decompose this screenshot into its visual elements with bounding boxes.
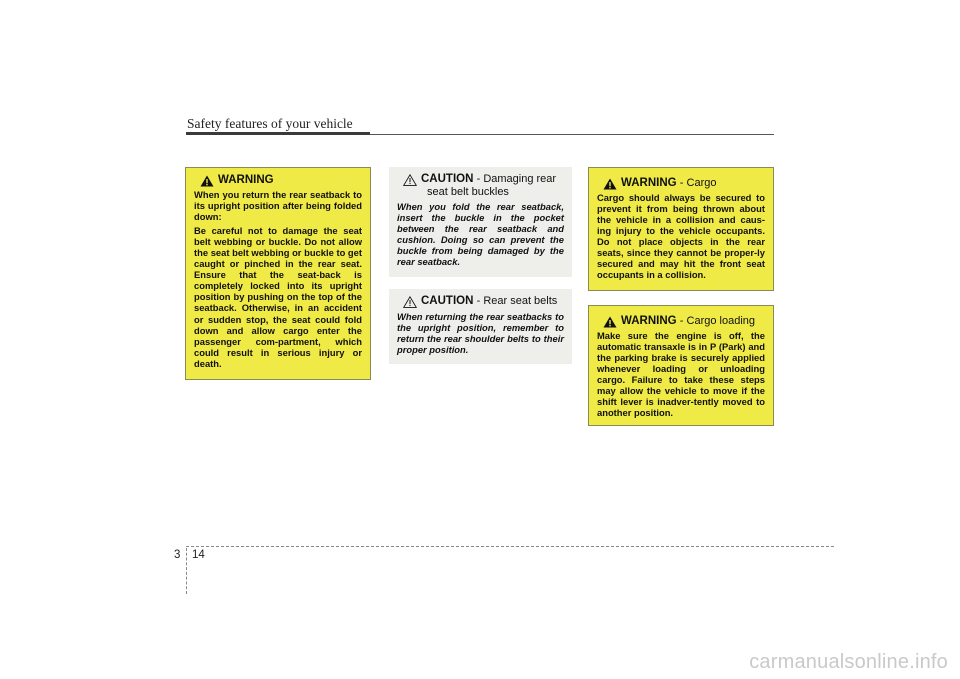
warning-box-seatback bbox=[185, 167, 371, 380]
warning-title: WARNING bbox=[621, 177, 677, 189]
section-title: Safety features of your vehicle bbox=[187, 116, 353, 131]
warning-text: Cargo should always be secured to prevent it from being thrown about the vehicle in a collision and caus-ing injury to the vehicle occupants. Do not place objects in the rear seats, since they cannot be proper-ly secured and may hit the front seat occupants in a collision. bbox=[597, 192, 765, 281]
caution-box-buckles bbox=[389, 167, 572, 277]
caution-title: CAUTION bbox=[421, 173, 474, 185]
caution-text: When returning the rear seatbacks to the upright position, remember to return the rear shoulder belts to their proper position. bbox=[397, 311, 564, 356]
footer-dashed-rule bbox=[186, 546, 834, 547]
warning-text-intro: When you return the rear seatback to its upright position after being folded down: bbox=[194, 189, 362, 223]
caution-box-rear-belts bbox=[389, 289, 572, 364]
warning-subtitle: - Cargo bbox=[679, 177, 717, 189]
warning-icon bbox=[200, 175, 214, 187]
watermark: carmanualsonline.info bbox=[749, 651, 948, 673]
warning-text: Make sure the engine is off, the automatic transaxle is in P (Park) and the parking brake is securely applied whenever loading or unloading cargo. Failure to take these steps may allow the vehicle to move if the shift lever is inadver-tently moved to another position. bbox=[597, 330, 765, 419]
header-rule-thick bbox=[186, 132, 370, 135]
caution-subtitle-continued: seat belt buckles bbox=[427, 186, 509, 198]
warning-box-cargo-loading bbox=[588, 305, 774, 426]
page-number: 14 bbox=[192, 549, 205, 561]
header-rule-thin bbox=[370, 134, 774, 135]
warning-text-body: Be careful not to damage the seat belt webbing or buckle. Do not allow the seat belt webbing or buckle to get caught or pinched in the rear seat. Ensure that the seat-back is completely locked into its upright position by pushing on the top of the seatback. Otherwise, in an accident or sudden stop, the seat could fold down and allow cargo enter the passenger com-partment, which could result in serious injury or death. bbox=[194, 225, 362, 369]
footer-dashed-divider bbox=[186, 548, 187, 594]
warning-box-cargo bbox=[588, 167, 774, 291]
caution-icon bbox=[403, 174, 417, 186]
caution-subtitle: - Damaging rear bbox=[476, 173, 557, 185]
warning-subtitle: - Cargo loading bbox=[679, 315, 756, 327]
caution-text: When you fold the rear seatback, insert the buckle in the pocket between the rear seatback and cushion. Doing so can prevent the buckle from being damaged by the rear seatback. bbox=[397, 201, 564, 268]
chapter-number: 3 bbox=[174, 549, 181, 561]
warning-title: WARNING bbox=[621, 315, 677, 327]
warning-title: WARNING bbox=[218, 174, 274, 186]
warning-icon bbox=[603, 316, 617, 328]
caution-title: CAUTION bbox=[421, 295, 474, 307]
warning-icon bbox=[603, 178, 617, 190]
caution-icon bbox=[403, 296, 417, 308]
caution-subtitle: - Rear seat belts bbox=[476, 295, 558, 307]
